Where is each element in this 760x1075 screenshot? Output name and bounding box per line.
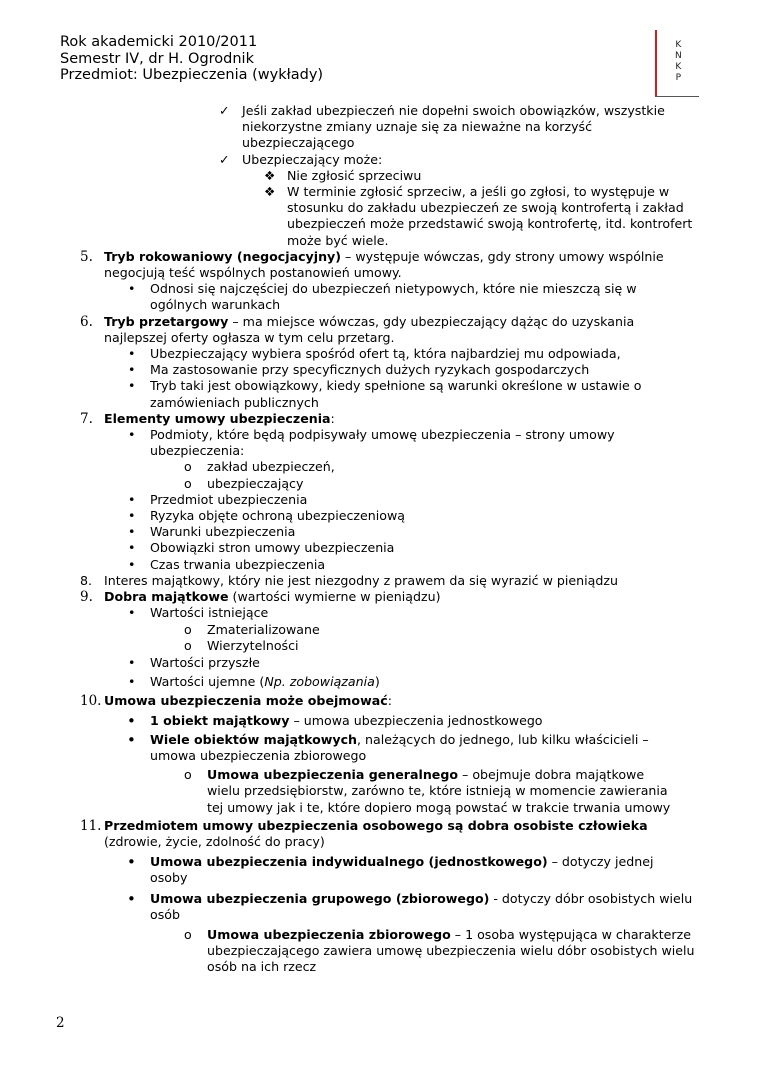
item-bold: Umowa ubezpieczenia grupowego (zbiorowego): [150, 890, 490, 906]
bullet-icon: •: [128, 654, 136, 670]
item-bold: Przedmiotem umowy ubezpieczenia osobowego są dobra osobiste człowieka: [104, 817, 648, 833]
item-text: Ma zastosowanie przy specyficznych dużych ryzykach gospodarczych: [150, 362, 590, 378]
list-item: [0, 638, 667, 654]
item-text: (wartości wymierne w pieniądzu): [228, 589, 441, 605]
item-text: Wierzytelności: [207, 637, 299, 653]
list-item: [0, 152, 702, 168]
item-text: – dotyczy jednej osoby: [150, 854, 654, 886]
list-item: [0, 732, 670, 764]
numbered-item: [0, 314, 680, 346]
diamond-icon: ❖: [264, 167, 276, 183]
list-item: [0, 891, 710, 923]
item-italic: Np. zobowiązania: [264, 674, 375, 690]
list-item: [0, 476, 667, 492]
item-number: 5.: [80, 248, 93, 265]
circle-icon: o: [184, 459, 192, 475]
item-text: Nie zgłosić sprzeciwu: [287, 167, 422, 183]
item-text: Warunki ubezpieczenia: [150, 524, 296, 540]
item-bold: Wiele obiektów majątkowych: [150, 731, 358, 747]
item-text: – ma miejsce wówczas, gdy ubezpieczający dążąc do uzyskania najlepszej oferty ogłasza w tym celu przetarg.: [104, 313, 635, 345]
item-text: - dotyczy dóbr osobistych wielu osób: [150, 890, 693, 922]
item-bold: Umowa ubezpieczenia zbiorowego: [207, 926, 451, 942]
bullet-icon: •: [127, 730, 136, 749]
bullet-icon: •: [128, 605, 136, 621]
item-text: – 1 osoba występująca w charakterze ubezpieczającego zawiera umowę ubezpieczenia wielu dóbr osobistych wielu osób na ich rzecz: [207, 926, 695, 975]
circle-icon: o: [184, 475, 192, 491]
list-item: [0, 362, 690, 378]
logo-letter: K: [675, 62, 682, 72]
list-item: [0, 854, 670, 886]
list-item: [0, 459, 667, 475]
item-number: 10.: [80, 693, 102, 710]
list-item: [0, 524, 670, 540]
circle-icon: o: [184, 767, 192, 783]
item-number: 11.: [80, 817, 102, 834]
item-bold: 1 obiekt majątkowy: [150, 712, 290, 728]
item-bold: Tryb przetargowy: [104, 313, 229, 329]
list-item: [0, 346, 690, 362]
diamond-icon: ❖: [264, 184, 276, 200]
item-text: Czas trwania ubezpieczenia: [150, 556, 326, 572]
item-text: Podmioty, które będą podpisywały umowę ubezpieczenia – strony umowy ubezpieczenia:: [150, 427, 615, 459]
bullet-icon: •: [127, 853, 136, 872]
check-icon: ✓: [219, 103, 230, 118]
item-text: – obejmuje dobra majątkowe wielu przedsiębiorstw, zarówno te, które istnieją w momencie zawierania tej umowy jak i te, które dopiero mogą powstać w trakcie trwania umowy: [207, 767, 671, 815]
item-number: 9.: [80, 589, 93, 606]
item-text: zakład ubezpieczeń,: [207, 459, 335, 475]
header-semester: Semestr IV, dr H. Ogrodnik: [60, 50, 254, 67]
bullet-icon: •: [128, 674, 136, 690]
list-item: [0, 674, 670, 690]
item-number: 8.: [80, 572, 93, 588]
bullet-icon: •: [128, 427, 136, 443]
item-text: Interes majątkowy, który nie jest niezgodny z prawem da się wyrazić w pieniądzu: [104, 572, 618, 588]
logo-letters: [675, 40, 682, 84]
bullet-icon: •: [128, 281, 136, 297]
bullet-icon: •: [128, 524, 136, 540]
item-text: Przedmiot ubezpieczenia: [150, 491, 308, 507]
logo-letter: K: [675, 40, 682, 50]
circle-icon: o: [184, 621, 192, 637]
list-item: [0, 492, 670, 508]
bullet-icon: •: [128, 540, 136, 556]
bullet-icon: •: [128, 491, 136, 507]
list-item: [0, 622, 667, 638]
page-number: 2: [56, 1015, 65, 1031]
item-text-end: ): [374, 674, 380, 690]
item-text: Obowiązki stron umowy ubezpieczenia: [150, 540, 395, 556]
bullet-icon: •: [128, 362, 136, 378]
list-item: [0, 557, 670, 573]
logo-letter: P: [675, 73, 682, 83]
check-icon: ✓: [219, 151, 230, 167]
list-item: [0, 655, 670, 671]
item-text: – występuje wówczas, gdy strony umowy wspólnie negocjują teść wspólnych postanowień umowy.: [104, 248, 664, 281]
item-text: Tryb taki jest obowiązkowy, kiedy spełnione są warunki określone w ustawie o zamówieniach publicznych: [150, 378, 642, 410]
item-bold: Dobra majątkowe: [104, 589, 229, 605]
item-text: :: [387, 693, 392, 709]
item-bold: Umowa ubezpieczenia indywidualnego (jednostkowego): [150, 854, 548, 870]
item-bold: Tryb rokowaniowy (negocjacyjny): [104, 248, 342, 264]
item-bold: Umowa ubezpieczenia generalnego: [207, 767, 459, 783]
numbered-item: [0, 573, 704, 589]
item-text: Zmaterializowane: [207, 621, 320, 637]
header-subject: Przedmiot: Ubezpieczenia (wykłady): [60, 67, 324, 83]
item-text: Jeśli zakład ubezpieczeń nie dopełni swoich obowiązków, wszystkie niekorzystne zmiany uznaje się za nieważne na korzyść ubezpieczającego: [242, 103, 665, 151]
list-item: [0, 508, 670, 524]
item-text: (zdrowie, życie, zdolność do pracy): [104, 833, 325, 849]
item-bold: Umowa ubezpieczenia może obejmować: [104, 693, 388, 709]
list-item: [0, 713, 670, 729]
list-item: [0, 184, 703, 249]
logo-red-bar: [655, 30, 657, 96]
numbered-item: [0, 589, 680, 605]
knkp-logo: [655, 30, 699, 97]
list-item: [0, 427, 630, 459]
bullet-icon: •: [128, 508, 136, 524]
item-number: 7.: [80, 410, 93, 427]
item-text: :: [330, 410, 335, 426]
bullet-icon: •: [127, 889, 136, 908]
item-text: ubezpieczający: [207, 475, 304, 491]
item-text: Wartości przyszłe: [150, 654, 260, 670]
circle-icon: o: [184, 637, 192, 653]
item-text: Odnosi się najczęściej do ubezpieczeń nietypowych, które nie mieszczą się w ogólnych warunkach: [150, 281, 637, 313]
circle-icon: o: [184, 926, 192, 942]
bullet-icon: •: [128, 346, 136, 362]
list-item: [0, 540, 670, 556]
document-body: [0, 103, 760, 976]
item-text: Ubezpieczający może:: [242, 151, 383, 167]
header-academic-year: Rok akademicki 2010/2011: [60, 34, 258, 50]
list-item: [0, 281, 670, 313]
item-text: Ryzyka objęte ochroną ubezpieczeniową: [150, 508, 405, 524]
list-item: [0, 605, 670, 621]
logo-letter: N: [675, 51, 682, 61]
list-item: [0, 103, 702, 152]
item-text: Ubezpieczający wybiera spośród ofert tą, która najbardziej mu odpowiada,: [150, 346, 621, 362]
list-item: [0, 168, 703, 184]
document-header: [60, 34, 323, 84]
bullet-icon: •: [128, 378, 136, 394]
numbered-item: [0, 693, 680, 709]
list-item: [0, 767, 677, 816]
item-text: W terminie zgłosić sprzeciw, a jeśli go zgłosi, to występuje w stosunku do zakładu ubezpieczeń ze swoją kontrofertą i zakład ubezpieczeń może przedstawić swoją kontrofertę, itd. kontrofert może być wiele.: [287, 184, 693, 248]
item-text: – umowa ubezpieczenia jednostkowego: [289, 712, 543, 728]
item-bold: Elementy umowy ubezpieczenia: [104, 410, 331, 426]
numbered-item: [0, 818, 680, 850]
numbered-item: [0, 411, 680, 427]
bullet-icon: •: [128, 556, 136, 572]
item-text: , należących do jednego, lub kilku właścicieli – umowa ubezpieczenia zbiorowego: [150, 731, 649, 763]
list-item: [0, 927, 707, 976]
item-text: Wartości istniejące: [150, 605, 269, 621]
bullet-icon: •: [127, 711, 136, 730]
list-item: [0, 378, 665, 410]
item-number: 6.: [80, 313, 93, 330]
item-text: Wartości ujemne (: [150, 674, 265, 690]
numbered-item: [0, 249, 680, 281]
